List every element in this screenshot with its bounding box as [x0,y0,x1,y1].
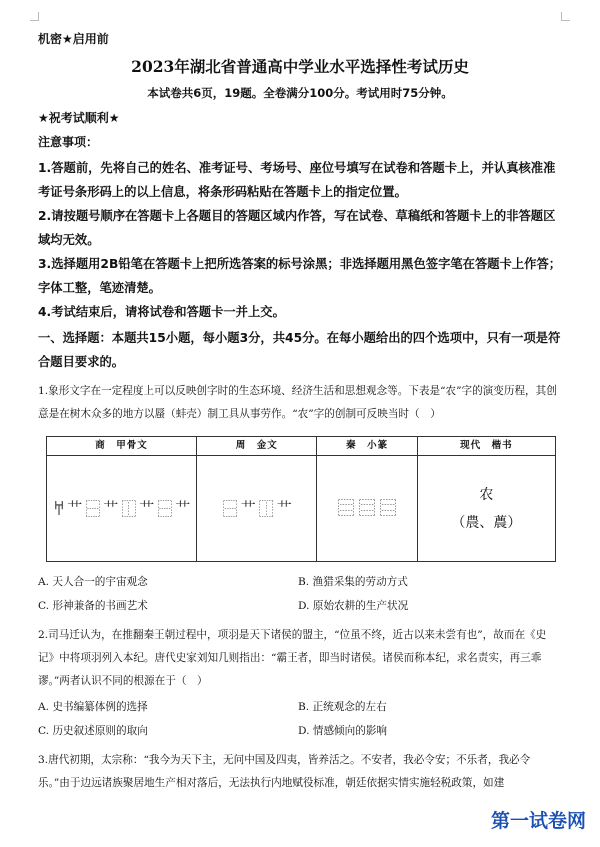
question-3-stem: 3.唐代初期，太宗称：“我今为天下主，无问中国及四夷，皆养活之。不安者，我必令安；不乐者，我必令乐。”由于边远诸族聚居地生产相对落后，无法执行内地赋役标准，朝廷依据实情实施轻税政策，如建 [38,754,531,789]
column-header: 秦 小篆 [317,437,416,456]
small-seal-glyphs: ⿳ ⿳ ⿳ [337,498,397,519]
secret-label: 机密★启用前 [38,32,109,46]
good-luck-line: ★祝考试顺利★ [38,111,120,125]
column-regular-script [418,437,555,561]
option-b: B. 渔猎采集的劳动方式 [298,576,408,588]
option-d: D. 原始农耕的生产状况 [298,600,409,612]
column-oracle-bone [47,437,197,561]
crop-mark-top-right [561,12,570,21]
question-2-stem: 2.司马迁认为，在推翻秦王朝过程中，项羽是天下诸侯的盟主，“位虽不终，近古以来未尝有也”，故而在《史记》中将项羽列入本纪。唐代史家刘知几则指出：“霸王者，即当时诸侯。诸侯而称本纪，求名责实，再三乖谬。”两者认识不同的根源在于（ ） [38,629,547,687]
note-item: 2.请按题号顺序在答题卡上各题目的答题区域内作答，写在试卷、草稿纸和答题卡上的非答题区域均无效。 [38,209,556,247]
section-heading: 一、选择题：本题共15小题，每小题3分，共45分。在每小题给出的四个选项中，只有一项是符合题目要求的。 [38,331,561,369]
column-bronze [197,437,317,561]
option-b: B. 正统观念的左右 [298,701,387,713]
nong-evolution-table [46,436,556,562]
column-header: 周 金文 [197,437,316,456]
bronze-glyphs: ⿱ ⺾ ⿰ ⺾ [222,498,291,520]
note-item: 3.选择题用2B铅笔在答题卡上把所选答案的标号涂黑；非选择题用黑色签字笔在答题卡上作答；字体工整，笔迹清楚。 [38,257,562,295]
option-d: D. 情感倾向的影响 [298,725,388,737]
notes-heading: 注意事项： [38,135,99,149]
option-c: C. 历史叙述原则的取向 [38,725,148,737]
oracle-bone-glyphs: 𐀀 ⺾ ⿱ ⺾ ⿰ ⺾ ⿱ ⺾ [53,498,190,520]
exam-page [38,30,562,795]
column-header: 现代 楷书 [418,437,555,456]
column-header: 商 甲骨文 [47,437,196,456]
question-1-options [38,570,562,618]
option-a: A. 天人合一的宇宙观念 [38,576,148,588]
note-item: 4.考试结束后，请将试卷和答题卡一并上交。 [38,305,285,319]
option-a: A. 史书编纂体例的选择 [38,701,148,713]
column-small-seal [317,437,417,561]
question-1-stem: 1.象形文字在一定程度上可以反映创字时的生态环境、经济生活和思想观念等。下表是“农”字的演变历程，其创意是在树木众多的地方以蜃（蚌壳）制工具从事劳作。“农”字的创制可反映当时（ ） [38,385,557,420]
modern-char: 农 [479,486,494,503]
exam-subtitle: 本试卷共6页，19题。全卷满分100分。考试用时75分钟。 [147,86,453,100]
option-c: C. 形神兼备的书画艺术 [38,600,148,612]
site-watermark: 第一试卷网 [490,810,586,832]
crop-mark-top-left [30,12,39,21]
question-2-options [38,695,562,743]
exam-title: 2023年湖北省普通高中学业水平选择性考试历史 [131,57,469,76]
modern-variants: （農、蕽） [451,514,522,531]
note-item: 1.答题前，先将自己的姓名、准考证号、考场号、座位号填写在试卷和答题卡上，并认真核准准考证号条形码上的以上信息，将条形码粘贴在答题卡上的指定位置。 [38,161,556,199]
